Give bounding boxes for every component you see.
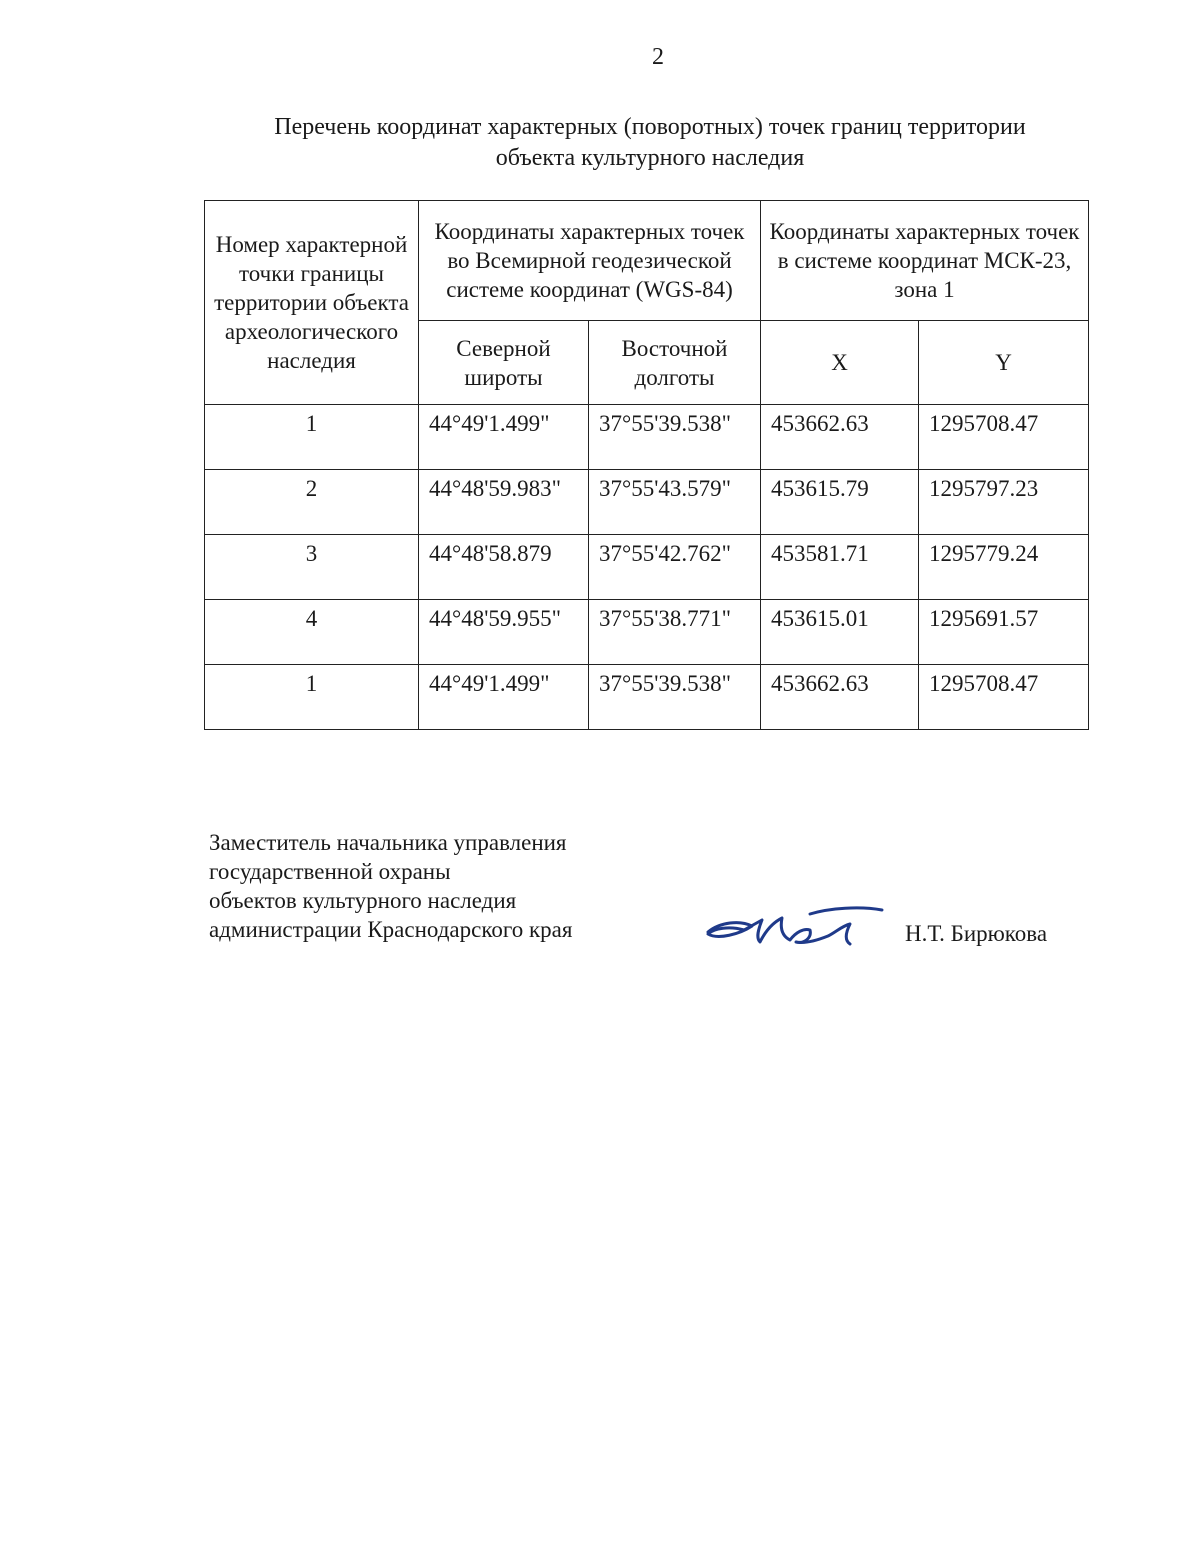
- table-row: [205, 600, 1089, 665]
- header-north-latitude: Северной широты: [419, 321, 589, 405]
- signatory-position: [209, 828, 572, 944]
- cell-latitude: 44°48'59.983": [419, 470, 589, 535]
- table-row: [205, 405, 1089, 470]
- cell-x: 453662.63: [761, 665, 919, 730]
- cell-point: 2: [205, 470, 419, 535]
- signatory-position-line-3: объектов культурного наследия: [209, 888, 517, 913]
- header-east-longitude: Восточной долготы: [589, 321, 761, 405]
- cell-x: 453615.01: [761, 600, 919, 665]
- cell-y: 1295708.47: [919, 405, 1089, 470]
- document-title: [200, 112, 1100, 174]
- handwritten-signature: [700, 900, 890, 960]
- cell-longitude: 37°55'43.579": [589, 470, 761, 535]
- cell-y: 1295691.57: [919, 600, 1089, 665]
- document-title-line-1: Перечень координат характерных (поворотных) точек границ территории: [274, 114, 1026, 140]
- page-number: 2: [652, 44, 664, 70]
- cell-y: 1295779.24: [919, 535, 1089, 600]
- signatory-position-line-4: администрации Краснодарского края: [209, 917, 573, 942]
- cell-longitude: 37°55'38.771": [589, 600, 761, 665]
- table-row: [205, 665, 1089, 730]
- signatory-position-line-2: государственной охраны: [209, 859, 451, 884]
- header-point-number: Номер характерной точки границы территории объекта археологического наследия: [205, 201, 419, 405]
- signer-name: Н.Т. Бирюкова: [905, 921, 1048, 946]
- header-x: X: [761, 321, 919, 405]
- table-row: [205, 470, 1089, 535]
- document-title-line-2: объекта культурного наследия: [495, 145, 805, 171]
- cell-longitude: 37°55'39.538": [589, 405, 761, 470]
- cell-point: 1: [205, 665, 419, 730]
- cell-latitude: 44°49'1.499": [419, 665, 589, 730]
- cell-point: 4: [205, 600, 419, 665]
- table-row: [205, 535, 1089, 600]
- cell-point: 1: [205, 405, 419, 470]
- signatory-position-line-1: Заместитель начальника управления: [209, 830, 567, 855]
- cell-x: 453662.63: [761, 405, 919, 470]
- header-wgs84: Координаты характерных точек во Всемирной геодезической системе координат (WGS-84): [419, 201, 761, 321]
- header-y: Y: [919, 321, 1089, 405]
- cell-point: 3: [205, 535, 419, 600]
- cell-latitude: 44°49'1.499": [419, 405, 589, 470]
- header-msk23: Координаты характерных точек в системе координат МСК-23, зона 1: [761, 201, 1089, 321]
- cell-x: 453615.79: [761, 470, 919, 535]
- cell-y: 1295708.47: [919, 665, 1089, 730]
- cell-longitude: 37°55'39.538": [589, 665, 761, 730]
- cell-latitude: 44°48'58.879: [419, 535, 589, 600]
- cell-latitude: 44°48'59.955": [419, 600, 589, 665]
- cell-x: 453581.71: [761, 535, 919, 600]
- cell-y: 1295797.23: [919, 470, 1089, 535]
- coordinates-table: [204, 200, 1089, 730]
- cell-longitude: 37°55'42.762": [589, 535, 761, 600]
